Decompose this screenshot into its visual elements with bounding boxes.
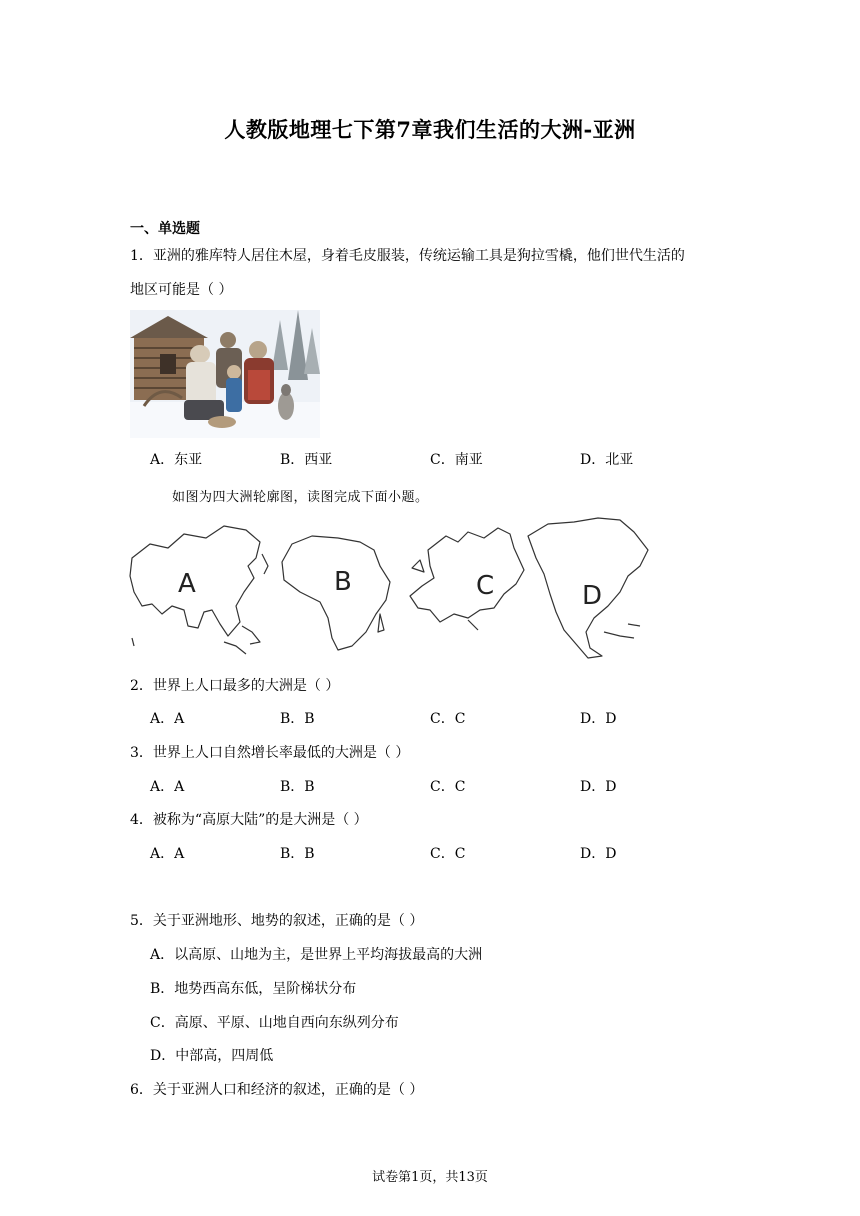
- question-2-option-c: C．C: [430, 711, 466, 727]
- question-2-option-b: B．B: [280, 711, 315, 727]
- question-1-option-a: A．东亚: [150, 452, 203, 468]
- question-1-option-c: C．南亚: [430, 452, 483, 468]
- continent-outline-maps: [128, 514, 668, 660]
- question-2-option-a: A．A: [150, 711, 185, 727]
- question-4-option-b: B．B: [280, 846, 315, 862]
- section-heading: 一、单选题: [130, 221, 200, 237]
- question-4-text: 4．被称为“高原大陆”的是大洲是（ ）: [130, 812, 368, 828]
- question-6-text: 6．关于亚洲人口和经济的叙述，正确的是（ ）: [130, 1082, 424, 1098]
- continent-c-outline: [410, 528, 524, 622]
- map-label-d: D: [582, 581, 603, 611]
- question-5-option-a: A．以高原、山地为主，是世界上平均海拔最高的大洲: [150, 947, 483, 963]
- question-1-option-b: B．西亚: [280, 452, 333, 468]
- map-label-b: B: [334, 567, 352, 597]
- map-label-c: C: [476, 571, 495, 601]
- question-2-option-d: D．D: [580, 711, 617, 727]
- map-intro-text: 如图为四大洲轮廓图，读图完成下面小题。: [172, 490, 429, 505]
- map-label-a: A: [178, 569, 196, 599]
- question-3-text: 3．世界上人口自然增长率最低的大洲是（ ）: [130, 745, 410, 761]
- question-1-line1: 1．亚洲的雅库特人居住木屋，身着毛皮服装，传统运输工具是狗拉雪橇，他们世代生活的: [130, 248, 685, 264]
- question-3-option-b: B．B: [280, 779, 315, 795]
- question-4-option-d: D．D: [580, 846, 617, 862]
- page-footer: 试卷第1页，共13页: [372, 1170, 488, 1185]
- question-4-option-c: C．C: [430, 846, 466, 862]
- question-3-option-d: D．D: [580, 779, 617, 795]
- question-2-text: 2．世界上人口最多的大洲是（ ）: [130, 678, 340, 694]
- question-5-option-d: D．中部高，四周低: [150, 1048, 274, 1064]
- question-3-option-a: A．A: [150, 779, 185, 795]
- question-5-option-c: C．高原、平原、山地自西向东纵列分布: [150, 1015, 399, 1031]
- question-4-option-a: A．A: [150, 846, 185, 862]
- question-5-option-b: B．地势西高东低，呈阶梯状分布: [150, 981, 357, 997]
- question-1-option-d: D．北亚: [580, 452, 634, 468]
- yakut-family-photo: [130, 310, 320, 438]
- question-1-line2: 地区可能是（ ）: [130, 282, 233, 298]
- page-title: 人教版地理七下第7章我们生活的大洲-亚洲: [224, 117, 636, 142]
- question-5-text: 5．关于亚洲地形、地势的叙述，正确的是（ ）: [130, 913, 424, 929]
- question-3-option-c: C．C: [430, 779, 466, 795]
